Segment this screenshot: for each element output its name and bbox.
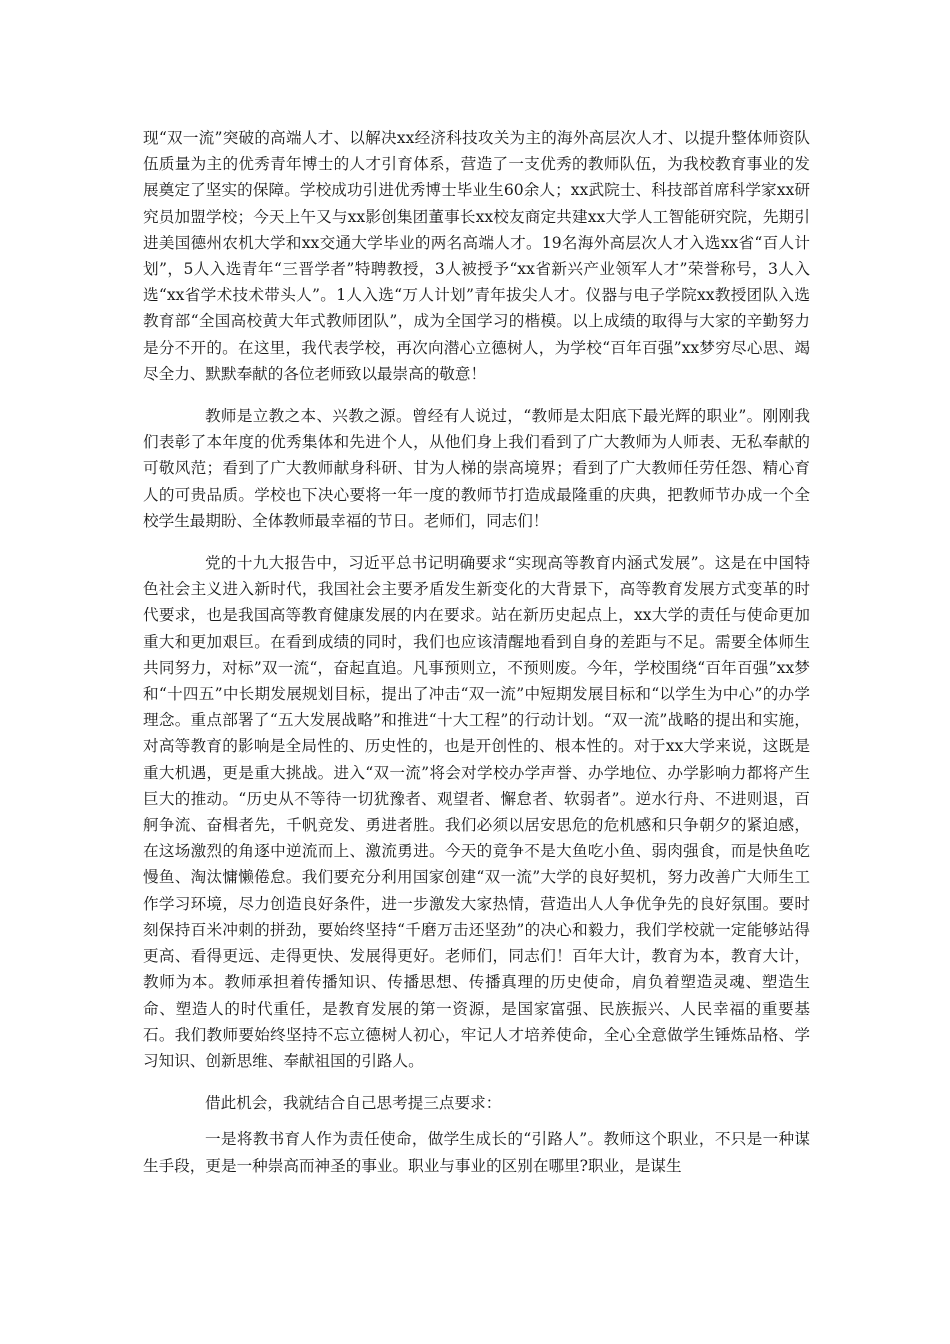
paragraph-5: 一是将教书育人作为责任使命，做学生成长的“引路人”。教师这个职业，不只是一种谋生手段，更是一种崇高而神圣的事业。职业与事业的区别在哪里?职业，是谋生 [143, 1130, 810, 1175]
document-page [143, 125, 810, 1179]
paragraph-2: 教师是立教之本、兴教之源。曾经有人说过，“教师是太阳底下最光辉的职业”。刚刚我们表彰了本年度的优秀集体和先进个人，从他们身上我们看到了广大教师为人师表、无私奉献的可敬风范；看到了广大教师献身科研、甘为人梯的崇高境界；看到了广大教师任劳任怨、精心育人的可贵品质。学校也下决心要将一年一度的教师节打造成最隆重的庆典，把教师节办成一个全校学生最期盼、全体教师最幸福的节日。老师们，同志们！ [143, 407, 810, 530]
paragraph-3: 党的十九大报告中，习近平总书记明确要求“实现高等教育内涵式发展”。这是在中国特色社会主义进入新时代，我国社会主要矛盾发生新变化的大背景下，高等教育发展方式变革的时代要求，也是我国高等教育健康发展的内在要求。站在新历史起点上，xx大学的责任与使命更加重大和更加艰巨。在看到成绩的同时，我们也应该清醒地看到自身的差距与不足。需要全体师生共同努力，对标”双一流“，奋起直追。凡事预则立，不预则废。今年，学校围绕“百年百强”xx梦和“十四五”中长期发展规划目标，提出了冲击“双一流”中短期发展目标和“以学生为中心”的办学理念。重点部署了“五大发展战略”和推进“十大工程”的行动计划。“双一流”战略的提出和实施，对高等教育的影响是全局性的、历史性的，也是开创性的、根本性的。对于xx大学来说，这既是重大机遇，更是重大挑战。进入“双一流”将会对学校办学声誉、办学地位、办学影响力都将产生巨大的推动。“历史从不等待一切犹豫者、观望者、懈怠者、软弱者”。逆水行舟、不进则退，百舸争流、奋楫者先，千帆竞发、勇进者胜。我们必须以居安思危的危机感和只争朝夕的紧迫感，在这场激烈的角逐中逆流而上、激流勇进。今天的竟争不是大鱼吃小鱼、弱肉强食，而是快鱼吃慢鱼、淘汰慵懒倦怠。我们要充分利用国家创建“双一流”大学的良好契机，努力改善广大师生工作学习环境，尽力创造良好条件，进一步激发大家热情，营造出人人争优争先的良好氛围。要时刻保持百米冲刺的拼劲，要始终坚持“千磨万击还坚劲”的决心和毅力，我们学校就一定能够站得更高、看得更远、走得更快、发展得更好。老师们，同志们！百年大计，教育为本，教育大计，教师为本。教师承担着传播知识、传播思想、传播真理的历史使命，肩负着塑造灵魂、塑造生命、塑造人的时代重任，是教育发展的第一资源，是国家富强、民族振兴、人民幸福的重要基石。我们教师要始终坚持不忘立德树人初心，牢记人才培养使命，全心全意做学生锤炼品格、学习知识、创新思维、奉献祖国的引路人。 [143, 554, 810, 1070]
paragraph-1: 现“双一流”突破的高端人才、以解决xx经济科技攻关为主的海外高层次人才、以提升整体师资队伍质量为主的优秀青年博士的人才引育体系，营造了一支优秀的教师队伍，为我校教育事业的发展奠定了坚实的保障。学校成功引进优秀博士毕业生60余人；xx武院士、科技部首席科学家xx研究员加盟学校；今天上午又与xx影创集团董事长xx校友商定共建xx大学人工智能研究院，先期引进美国德州农机大学和xx交通大学毕业的两名高端人才。19名海外高层次人才入选xx省“百人计划”，5人入选青年“三晋学者”特聘教授，3人被授予“xx省新兴产业领军人才”荣誉称号，3人入选“xx省学术技术带头人”。1人入选“万人计划”青年拔尖人才。仪器与电子学院xx教授团队入选教育部“全国高校黄大年式教师团队”，成为全国学习的楷模。以上成绩的取得与大家的辛勤努力是分不开的。在这里，我代表学校，再次向潜心立德树人，为学校“百年百强”xx梦穷尽心思、竭尽全力、默默奉献的各位老师致以最崇高的敬意！ [143, 129, 810, 383]
paragraph-4: 借此机会，我就结合自己思考提三点要求： [205, 1094, 502, 1113]
